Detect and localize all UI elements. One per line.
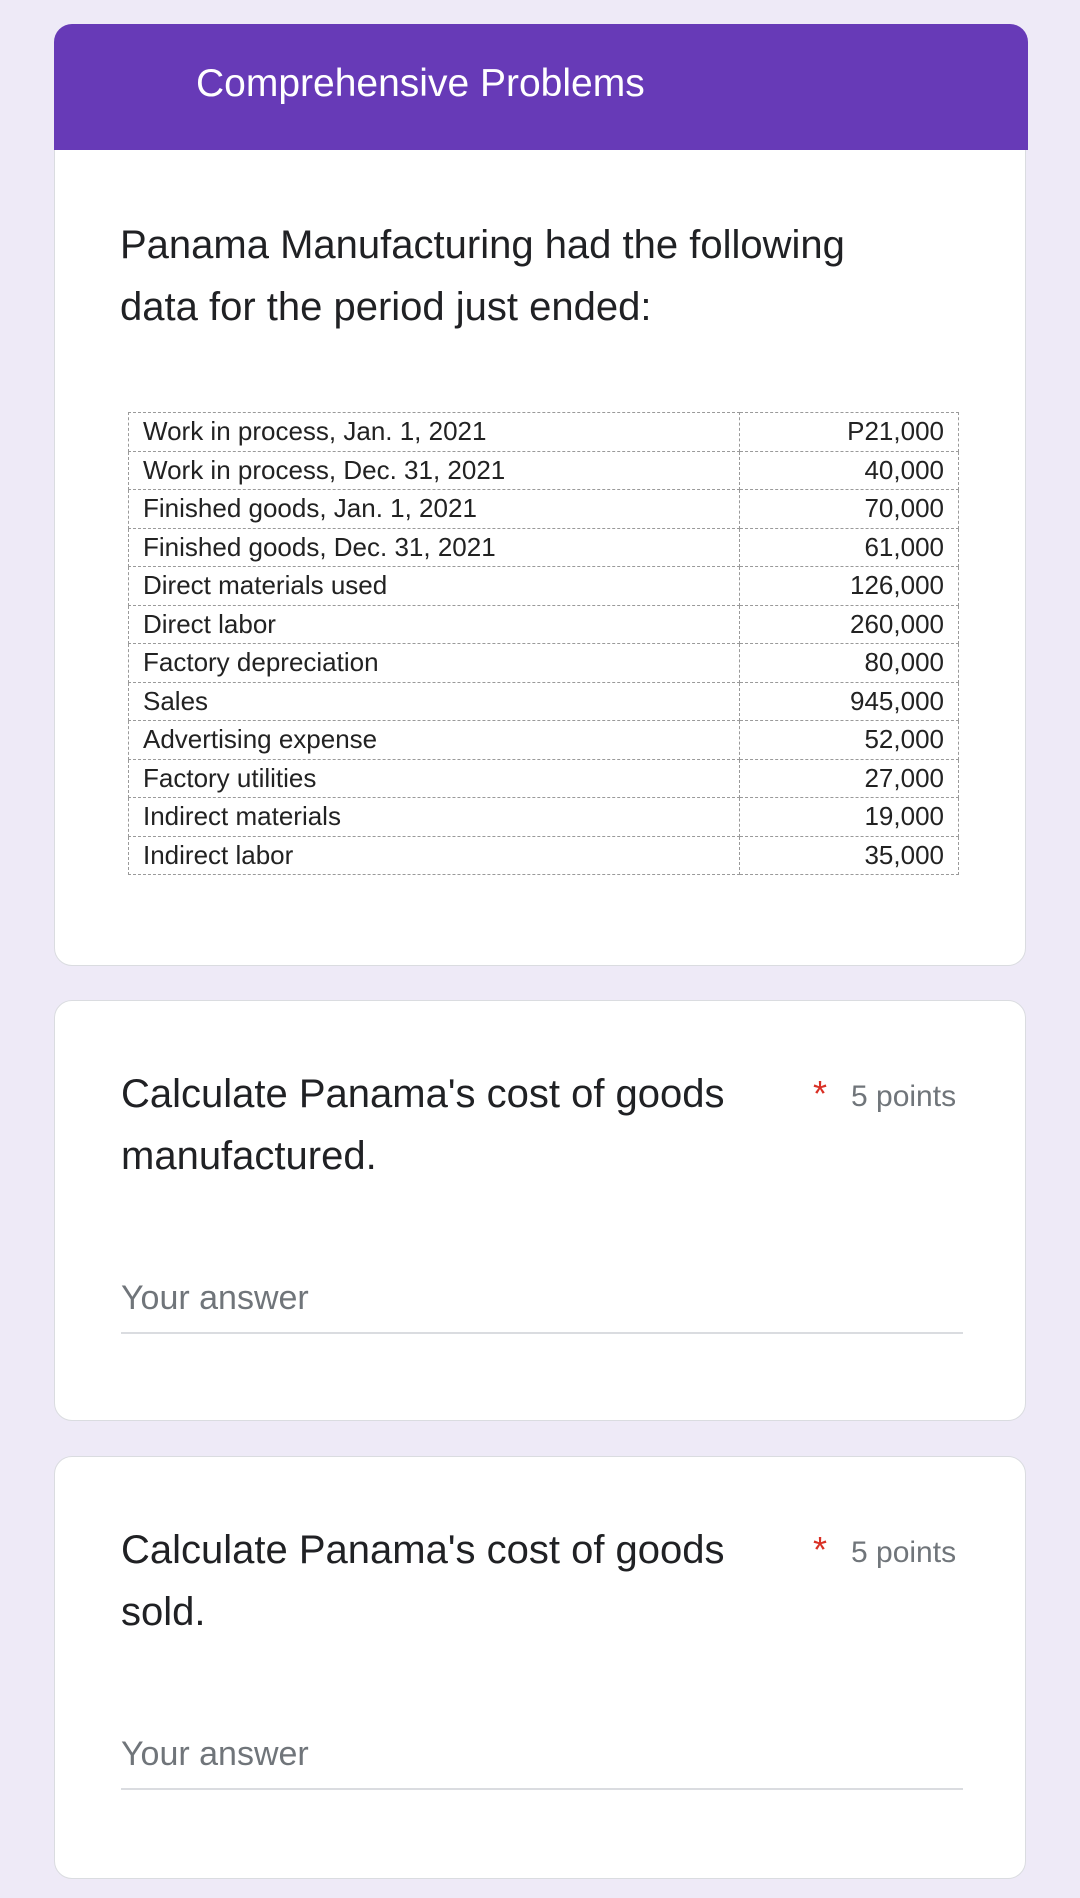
table-row — [129, 451, 959, 490]
required-asterisk: * — [813, 1529, 828, 1570]
row-label: Sales — [129, 682, 740, 721]
table-row — [129, 528, 959, 567]
row-value: P21,000 — [740, 413, 959, 452]
points-label: 5 points — [851, 1080, 957, 1113]
table-row — [129, 798, 959, 837]
row-value: 260,000 — [740, 605, 959, 644]
row-label: Advertising expense — [129, 721, 740, 760]
intro-description: Panama Manufacturing had the following data for the period just ended: — [120, 223, 845, 329]
row-label: Work in process, Dec. 31, 2021 — [129, 451, 740, 490]
required-asterisk: * — [813, 1073, 828, 1114]
table-row — [129, 759, 959, 798]
row-value: 27,000 — [740, 759, 959, 798]
row-value: 61,000 — [740, 528, 959, 567]
points-label: 5 points — [851, 1536, 957, 1569]
question-text: Calculate Panama's cost of goods manufactured. — [121, 1072, 725, 1178]
row-label: Direct labor — [129, 605, 740, 644]
table-row — [129, 721, 959, 760]
row-label: Factory depreciation — [129, 644, 740, 683]
table-row — [129, 644, 959, 683]
row-value: 70,000 — [740, 490, 959, 529]
table-row — [129, 490, 959, 529]
row-label: Finished goods, Jan. 1, 2021 — [129, 490, 740, 529]
answer-input[interactable]: Your answer — [121, 1735, 963, 1790]
data-table — [128, 412, 959, 875]
table-row — [129, 605, 959, 644]
row-value: 40,000 — [740, 451, 959, 490]
table-row — [129, 836, 959, 875]
row-label: Indirect labor — [129, 836, 740, 875]
intro-body — [54, 24, 1026, 966]
row-value: 19,000 — [740, 798, 959, 837]
question-text: Calculate Panama's cost of goods sold. — [121, 1528, 725, 1634]
table-row — [129, 682, 959, 721]
row-value: 945,000 — [740, 682, 959, 721]
table-row — [129, 567, 959, 606]
question-card-cogm — [54, 1000, 1026, 1421]
row-label: Finished goods, Dec. 31, 2021 — [129, 528, 740, 567]
row-value: 52,000 — [740, 721, 959, 760]
row-label: Work in process, Jan. 1, 2021 — [129, 413, 740, 452]
answer-input[interactable]: Your answer — [121, 1279, 963, 1334]
row-value: 80,000 — [740, 644, 959, 683]
row-label: Direct materials used — [129, 567, 740, 606]
table-row — [129, 413, 959, 452]
row-value: 126,000 — [740, 567, 959, 606]
form-title: Comprehensive Problems — [196, 62, 645, 105]
row-label: Indirect materials — [129, 798, 740, 837]
row-value: 35,000 — [740, 836, 959, 875]
question-card-cogs — [54, 1456, 1026, 1879]
row-label: Factory utilities — [129, 759, 740, 798]
